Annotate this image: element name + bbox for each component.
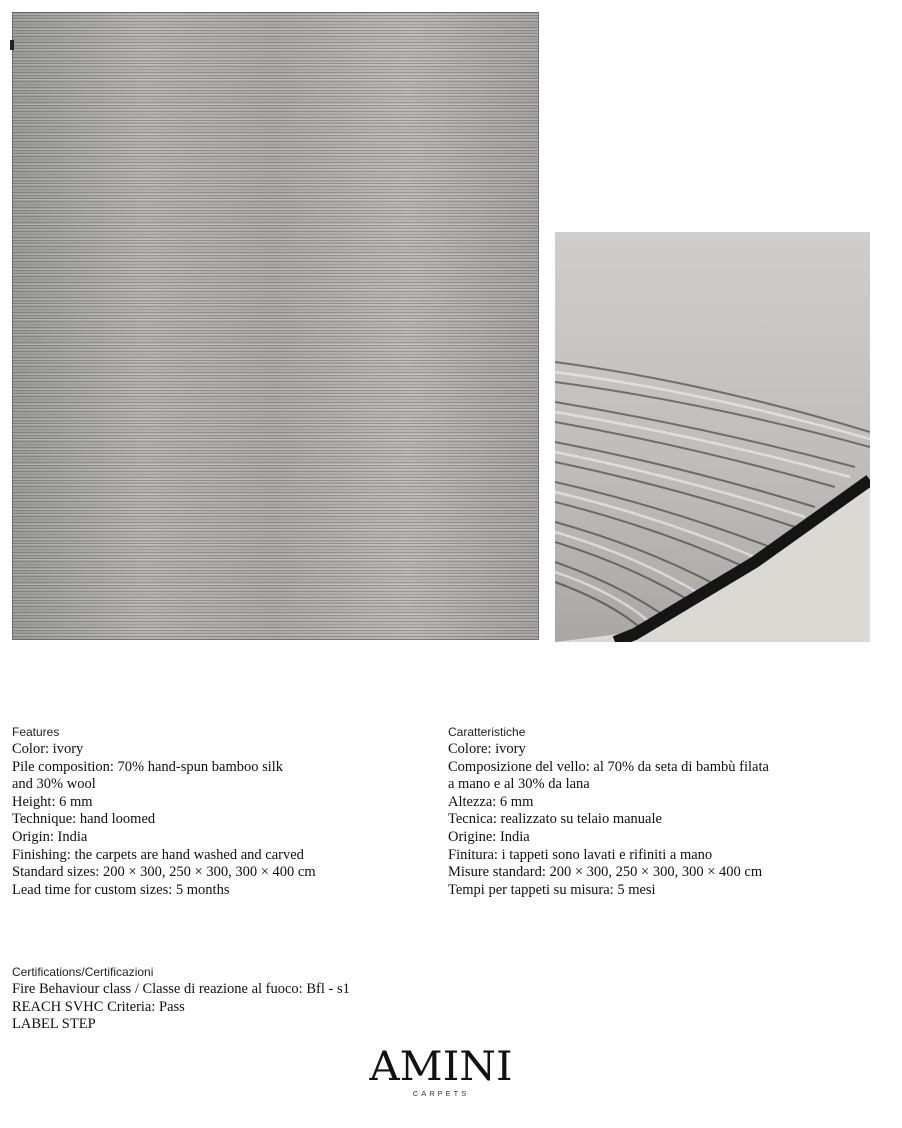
caratteristica-tempi: Tempi per tappeti su misura: 5 mesi <box>448 881 656 898</box>
feature-color: Color: ivory <box>12 741 84 757</box>
rug-full-view-image <box>12 12 539 640</box>
certifications-block <box>12 963 512 1034</box>
caratteristica-tecnica: Tecnica: realizzato su telaio manuale <box>448 811 662 828</box>
logo-sub: CARPETS <box>412 1089 470 1098</box>
logo-brand: AMINI <box>369 1044 513 1090</box>
caratteristica-composizione: Composizione del vello: al 70% da seta di bambù filata <box>448 758 769 775</box>
rug-detail-texture <box>555 232 870 642</box>
cert-fire-behaviour: Fire Behaviour class / Classe di reazione al fuoco: Bfl - s1 <box>12 981 350 997</box>
caratteristica-finitura: Finitura: i tappeti sono lavati e rifiniti a mano <box>448 846 713 863</box>
feature-standard-sizes: Standard sizes: 200 × 300, 250 × 300, 300 × 400 cm <box>12 864 316 881</box>
feature-origin: Origin: India <box>12 828 88 845</box>
feature-finishing: Finishing: the carpets are hand washed and carved <box>12 846 304 863</box>
feature-lead-time: Lead time for custom sizes: 5 months <box>12 881 230 898</box>
caratteristica-misure: Misure standard: 200 × 300, 250 × 300, 300 × 400 cm <box>448 864 763 881</box>
cert-reach: REACH SVHC Criteria: Pass <box>12 998 185 1015</box>
feature-pile-composition-cont: and 30% wool <box>12 776 96 793</box>
amini-logo <box>351 1045 531 1098</box>
caratteristica-altezza: Altezza: 6 mm <box>448 793 534 810</box>
rug-label-tag <box>10 40 14 50</box>
certifications-heading: Certifications/Certificazioni <box>12 965 154 979</box>
caratteristiche-block <box>448 723 888 899</box>
caratteristica-composizione-cont: a mano e al 30% da lana <box>448 776 590 793</box>
features-heading: Features <box>12 725 60 739</box>
feature-technique: Technique: hand loomed <box>12 811 156 828</box>
cert-label-step: LABEL STEP <box>12 1016 96 1033</box>
features-block <box>12 723 432 899</box>
feature-height: Height: 6 mm <box>12 793 93 810</box>
feature-pile-composition: Pile composition: 70% hand-spun bamboo silk <box>12 758 284 775</box>
rug-detail-closeup-image <box>555 232 870 642</box>
caratteristiche-heading: Caratteristiche <box>448 725 526 739</box>
caratteristica-origine: Origine: India <box>448 828 530 845</box>
caratteristica-colore: Colore: ivory <box>448 741 526 757</box>
